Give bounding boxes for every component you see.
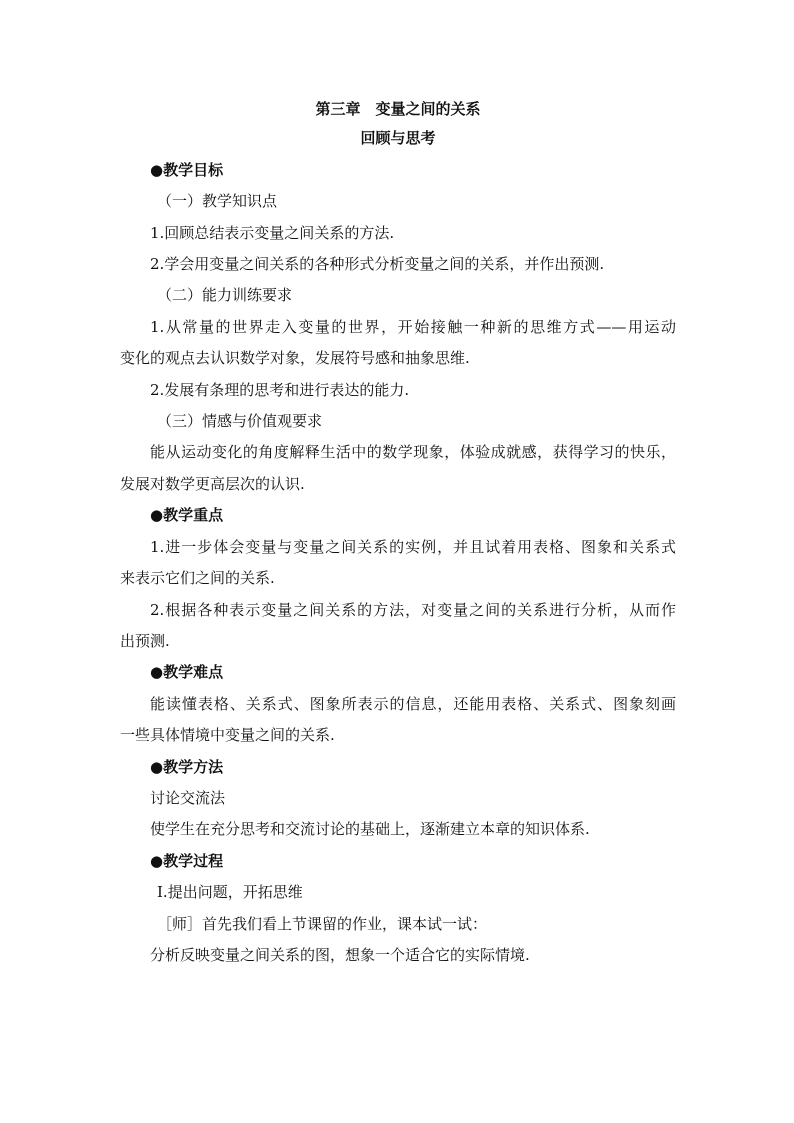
methods-name: 讨论交流法: [150, 788, 226, 807]
methods-heading: ●教学方法: [150, 757, 224, 776]
emotion-heading: （三）情感与价值观要求: [157, 412, 323, 431]
key-point-2-line-2: 出预测.: [120, 631, 170, 650]
document-body: [120, 98, 676, 967]
section-title: 回顾与思考: [360, 129, 436, 148]
process-heading: ●教学过程: [150, 851, 224, 870]
emotion-line-1: 能从运动变化的角度解释生活中的数学现象，体验成就感，获得学习的快乐，: [150, 443, 676, 462]
key-point-1-line-2: 来表示它们之间的关系.: [120, 569, 275, 588]
teacher-remark: ［师］首先我们看上节课留的作业，课本试一试：: [157, 914, 488, 933]
emotion-line-2: 发展对数学更高层次的认识.: [120, 474, 305, 493]
key-points-heading: ●教学重点: [150, 506, 224, 525]
difficulties-heading: ●教学难点: [150, 663, 224, 682]
methods-description: 使学生在充分思考和交流讨论的基础上，逐渐建立本章的知识体系.: [150, 820, 590, 839]
key-point-1: [120, 536, 676, 591]
key-point-1-line-1: 1.进一步体会变量与变量之间关系的实例，并且试着用表格、图象和关系式: [150, 537, 676, 556]
ability-item-1-line-2: 变化的观点去认识数学对象，发展符号感和抽象思维.: [120, 349, 470, 368]
difficulties-line-1: 能读懂表格、关系式、图象所表示的信息，还能用表格、关系式、图象刻画: [150, 694, 676, 713]
goals-heading: ●教学目标: [150, 160, 224, 179]
process-step-1: Ⅰ.提出问题，开拓思维: [157, 883, 303, 902]
ability-heading: （二）能力训练要求: [157, 286, 293, 305]
knowledge-heading: （一）教学知识点: [157, 192, 278, 211]
knowledge-item-1: 1.回顾总结表示变量之间关系的方法.: [150, 223, 395, 242]
difficulties-paragraph: [120, 693, 676, 748]
key-point-2: [120, 599, 676, 654]
key-point-2-line-1: 2.根据各种表示变量之间关系的方法，对变量之间的关系进行分析，从而作: [150, 600, 676, 619]
process-task: 分析反映变量之间关系的图，想象一个适合它的实际情境.: [150, 945, 530, 964]
ability-item-2: 2.发展有条理的思考和进行表达的能力.: [150, 380, 410, 399]
ability-item-1-line-1: 1.从常量的世界走入变量的世界，开始接触一种新的思维方式——用运动: [150, 317, 676, 336]
emotion-paragraph: [120, 441, 676, 496]
chapter-title: 第三章 变量之间的关系: [315, 100, 481, 118]
knowledge-item-2: 2.学会用变量之间关系的各种形式分析变量之间的关系，并作出预测.: [150, 255, 605, 274]
ability-item-1: [120, 316, 676, 371]
difficulties-line-2: 一些具体情境中变量之间的关系.: [120, 726, 335, 745]
